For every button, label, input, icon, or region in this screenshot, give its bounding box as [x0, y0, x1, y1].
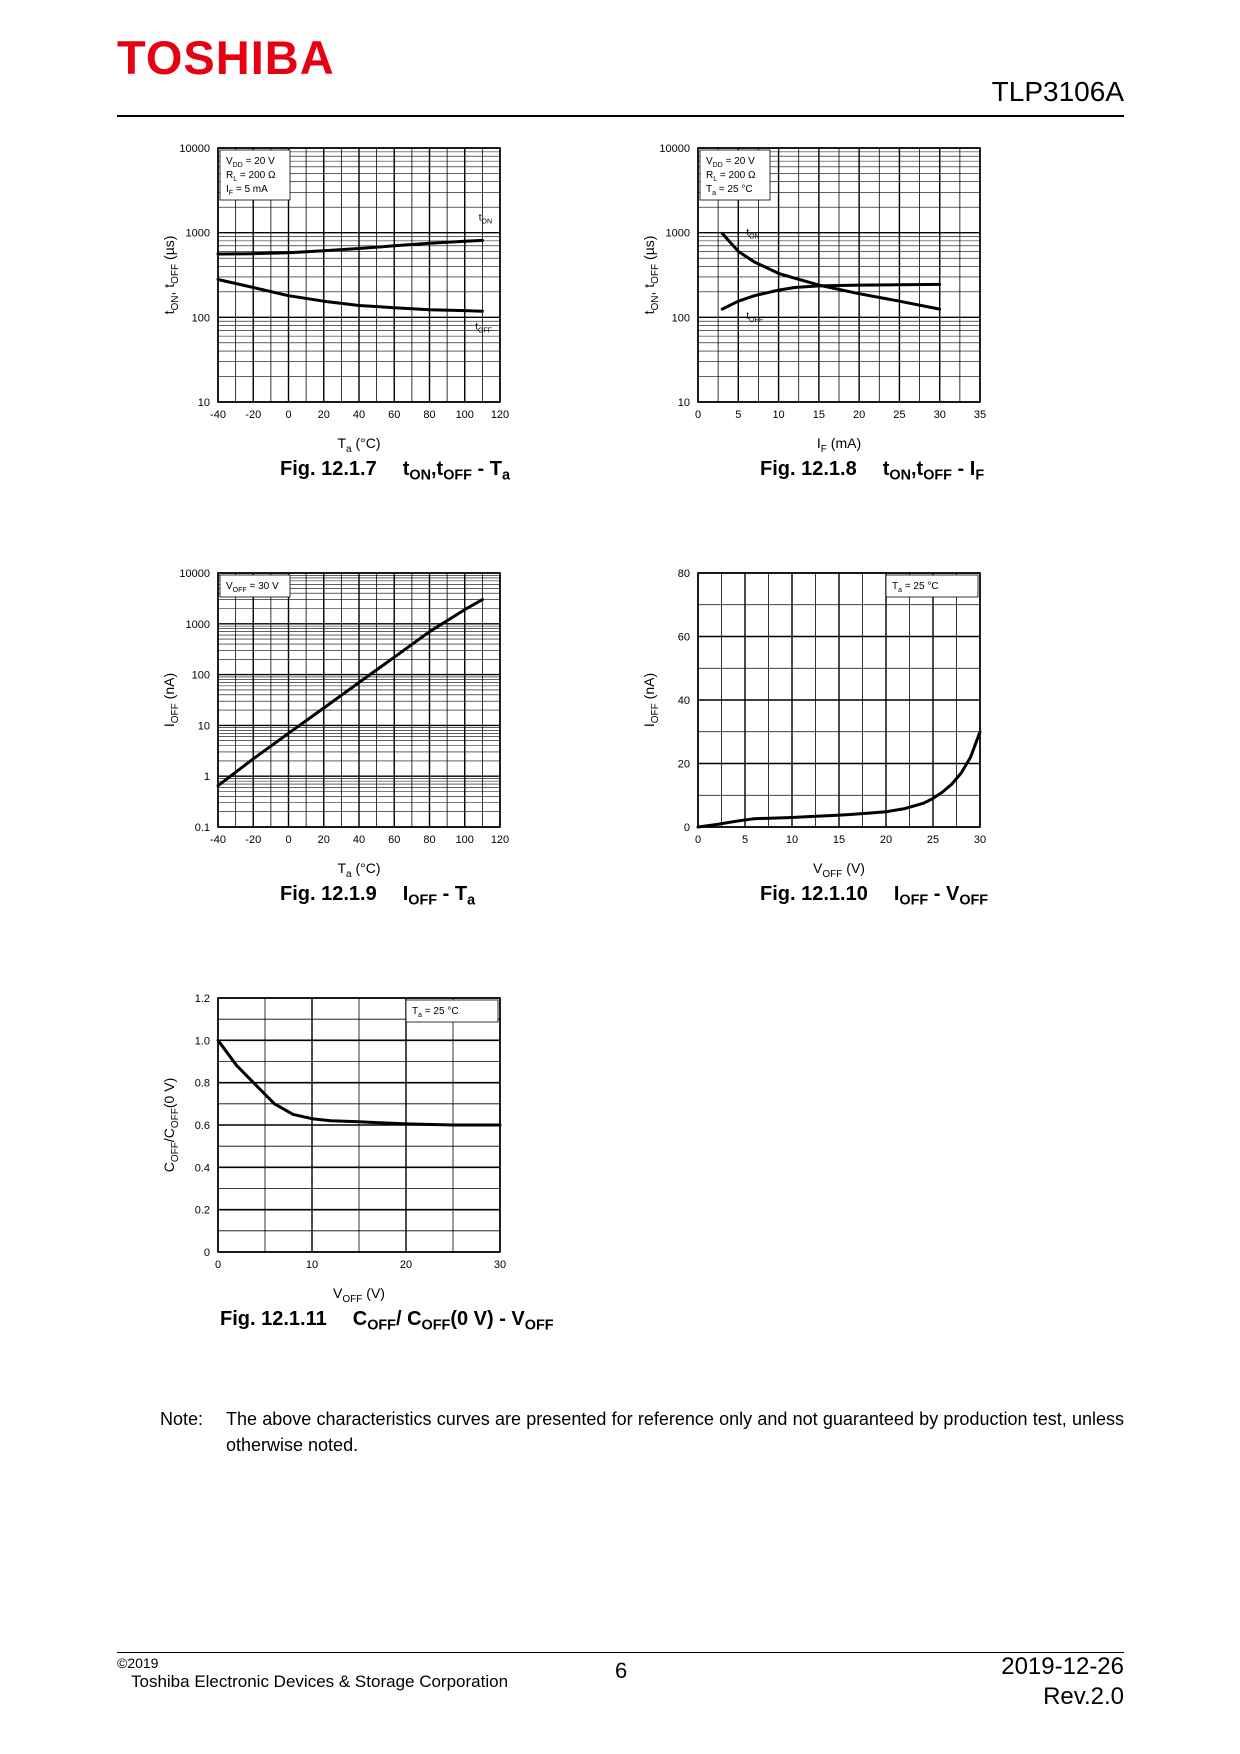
y-tick-label: 0.1	[194, 822, 210, 834]
y-tick-label: 10	[197, 397, 210, 409]
header-divider	[117, 115, 1124, 117]
condition-text: $T_a = 25$ °C	[706, 184, 753, 197]
x-tick-label: 25	[893, 409, 906, 421]
x-tick-label: 35	[973, 409, 987, 421]
x-tick-label: 15	[832, 834, 846, 846]
footer-revision: Rev.2.0	[1043, 1683, 1124, 1710]
fig-12-1-8-svg	[640, 140, 1060, 500]
footer-copyright: ©2019	[117, 1655, 159, 1671]
x-tick-label: 60	[388, 409, 401, 421]
y-tick-label: 0	[683, 822, 690, 834]
y-tick-label: 0.8	[194, 1077, 210, 1090]
footer-divider	[117, 1652, 1124, 1653]
y-tick-label: 100	[191, 669, 210, 682]
x-tick-label: 5	[735, 409, 742, 421]
y-tick-label: 100	[671, 312, 690, 325]
y-tick-label: 10000	[659, 143, 690, 155]
figure-number: Fig. 12.1.11	[220, 1308, 327, 1330]
y-axis-label: $C_{OFF}/C_{OFF}(0$ V)	[161, 1077, 181, 1173]
y-tick-label: 1	[203, 771, 210, 784]
figure-number: Fig. 12.1.9	[280, 883, 377, 905]
series-label: $t_{OFF}$	[746, 311, 764, 325]
x-axis-label: $T_a$ (°C)	[337, 860, 381, 880]
figure-caption	[220, 1308, 554, 1333]
x-tick-label: 20	[317, 409, 330, 421]
y-tick-label: 0.4	[194, 1162, 210, 1175]
x-tick-label: 0	[694, 409, 702, 421]
y-tick-label: 10	[197, 720, 210, 733]
footer-date: 2019-12-26	[1001, 1653, 1124, 1680]
figure-number: Fig. 12.1.10	[760, 883, 868, 905]
x-tick-label: 10	[785, 834, 799, 846]
chart-fig-12-1-11	[160, 990, 580, 1350]
figure-number: Fig. 12.1.8	[760, 458, 857, 480]
series-label: $t_{ON}$	[746, 227, 760, 241]
condition-text: $R_L = 200$ Ω	[226, 170, 276, 183]
figure-caption	[280, 458, 510, 483]
x-tick-label: 100	[455, 409, 474, 421]
figure-title: $I_{OFF} - V_{OFF}$	[893, 883, 989, 909]
y-tick-label: 10	[677, 397, 690, 409]
fig-12-1-11-svg	[160, 990, 580, 1350]
y-tick-label: 1000	[185, 227, 210, 240]
condition-text: $V_{DD} = 20$ V	[706, 156, 755, 169]
x-tick-label: 0	[214, 1259, 222, 1271]
y-tick-label: 0.6	[194, 1120, 210, 1132]
chart-fig-12-1-8	[640, 140, 1060, 500]
x-axis-label: $V_{OFF}$ (V)	[333, 1285, 385, 1305]
x-tick-label: 10	[305, 1259, 319, 1271]
condition-text: $V_{DD} = 20$ V	[226, 156, 275, 169]
y-tick-label: 1.2	[194, 993, 210, 1005]
x-tick-label: 20	[879, 834, 893, 846]
x-tick-label: 0	[285, 834, 292, 846]
note-label: Note:	[160, 1409, 204, 1429]
fig-12-1-7-svg	[160, 140, 580, 500]
x-tick-label: 30	[493, 1259, 507, 1271]
figure-title: $t_{ON},t_{OFF} - T_a$	[402, 458, 510, 484]
y-axis-label: $I_{OFF}$ (nA)	[161, 672, 181, 728]
figure-title: $I_{OFF} - T_a$	[402, 883, 476, 909]
condition-text: $R_L = 200$ Ω	[706, 170, 756, 183]
x-tick-label: 80	[423, 409, 436, 421]
series-line-toff	[218, 280, 482, 312]
y-tick-label: 0.2	[194, 1204, 210, 1217]
y-tick-label: 100	[191, 312, 210, 325]
y-tick-label: 10000	[179, 143, 210, 155]
figure-number: Fig. 12.1.7	[280, 458, 377, 480]
x-tick-label: 15	[812, 409, 825, 421]
x-tick-label: 120	[490, 409, 510, 421]
x-tick-label: 5	[741, 834, 749, 846]
toshiba-logo: TOSHIBA	[117, 31, 335, 84]
y-tick-label: 60	[677, 631, 690, 644]
condition-text: $T_a = 25$ °C	[412, 1006, 459, 1019]
condition-text: $I_F = 5$ mA	[226, 184, 268, 197]
x-axis-label: $T_a$ (°C)	[337, 435, 381, 455]
y-axis-label: $t_{ON}$, $t_{OFF}$ (µs)	[161, 235, 181, 315]
series-label: $t_{ON}$	[478, 212, 492, 226]
x-tick-label: -40	[210, 834, 226, 846]
figure-caption	[280, 883, 475, 908]
y-axis-label: $I_{OFF}$ (nA)	[641, 672, 661, 728]
fig-12-1-9-svg	[160, 565, 580, 925]
x-tick-label: 30	[933, 409, 946, 421]
figure-caption	[760, 458, 984, 483]
x-tick-label: 100	[455, 834, 474, 846]
series-line-ton	[218, 240, 482, 254]
x-tick-label: 80	[423, 834, 436, 846]
x-tick-label: 25	[926, 834, 940, 846]
y-tick-label: 40	[677, 695, 690, 707]
footer-date-rev	[1001, 1652, 1124, 1712]
x-tick-label: 30	[973, 834, 987, 846]
y-tick-label: 80	[677, 568, 690, 580]
x-tick-label: -20	[245, 409, 262, 421]
x-tick-label: 10	[772, 409, 785, 421]
note-text: The above characteristics curves are presented for reference only and not guaranteed by production test, unless otherwise noted.	[226, 1409, 1124, 1455]
figure-title: $t_{ON},t_{OFF} - I_F$	[882, 458, 985, 484]
x-tick-label: 120	[490, 834, 510, 846]
series-line-ioff	[218, 600, 482, 786]
chart-fig-12-1-7	[160, 140, 580, 500]
y-tick-label: 10000	[179, 568, 210, 580]
x-tick-label: 60	[388, 834, 401, 846]
series-line-ton	[722, 233, 940, 309]
condition-text: $V_{OFF} = 30$ V	[226, 581, 279, 594]
series-label: $t_{OFF}$	[475, 321, 492, 335]
x-tick-label: -20	[245, 834, 262, 846]
x-axis-label: $V_{OFF}$ (V)	[813, 860, 865, 880]
x-tick-label: 40	[352, 409, 366, 421]
x-tick-label: 20	[399, 1259, 413, 1271]
fig-12-1-10-svg	[640, 565, 1060, 925]
x-tick-label: 20	[853, 409, 866, 421]
x-tick-label: 0	[285, 409, 292, 421]
chart-fig-12-1-10	[640, 565, 1060, 925]
y-tick-label: 1000	[185, 618, 210, 631]
y-tick-label: 1.0	[194, 1035, 210, 1048]
figure-caption	[760, 883, 988, 908]
x-tick-label: -40	[210, 409, 226, 421]
y-tick-label: 0	[203, 1247, 210, 1259]
y-tick-label: 20	[677, 758, 690, 771]
y-axis-label: $t_{ON}$, $t_{OFF}$ (µs)	[641, 235, 661, 315]
note	[160, 1406, 1124, 1458]
page-number: 6	[615, 1658, 628, 1683]
y-tick-label: 1000	[665, 227, 690, 240]
x-tick-label: 0	[694, 834, 702, 846]
x-tick-label: 40	[352, 834, 366, 846]
x-axis-label: $I_F$ (mA)	[816, 435, 862, 455]
document-id: TLP3106A	[991, 76, 1124, 107]
footer-company: Toshiba Electronic Devices & Storage Corporation	[131, 1672, 509, 1691]
x-tick-label: 20	[317, 834, 330, 846]
figure-title: $C_{OFF}/$ $C_{OFF}(0$ $V) - V_{OFF}$	[352, 1308, 554, 1334]
chart-fig-12-1-9	[160, 565, 580, 925]
condition-text: $T_a = 25$ °C	[892, 581, 939, 594]
